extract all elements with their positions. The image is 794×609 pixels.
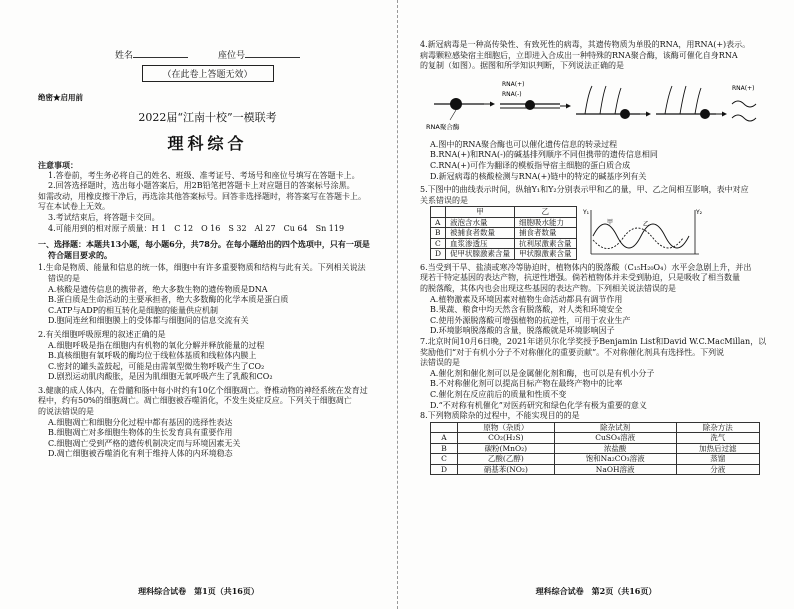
table-header-cell: 原物（杂质） — [457, 422, 554, 433]
table-cell: 甲状腺激素含量 — [515, 249, 577, 260]
question-2-stem: 2.有关细胞呼吸原理的叙述正确的是 — [38, 329, 166, 339]
question-3-stem: 程中，约有50%的细胞凋亡。凋亡细胞被吞噬消化，不发生炎症反应。下列关于细胞凋亡 — [38, 396, 352, 406]
page-1-footer: 理科综合试卷 第1页（共16页） — [138, 586, 259, 596]
jia-curve — [593, 224, 689, 248]
question-4-stem: 的复制（如图）。据图和所学知识判断，下列说法正确的是 — [420, 61, 624, 71]
question-1-option: B.蛋白质是生命活动的主要承担者，绝大多数酶的化学本质是蛋白质 — [48, 295, 289, 305]
question-1-stem: 错误的是 — [48, 273, 80, 283]
table-cell: NaOH溶液 — [554, 464, 676, 475]
note-line: 3.考试结束后，将答题卡交回。 — [48, 212, 160, 222]
question-3-stem: 3.健康的成人体内，在骨髓和肠中每小时约有10亿个细胞凋亡。脊椎动物的神经系统在发育过 — [38, 385, 368, 395]
table-row — [431, 249, 577, 260]
question-5-stem: 5.下图中的曲线表示时间，纵轴Y₁和Y₂分别表示甲和乙的量，甲、乙之间相互影响，表中对应 — [420, 185, 749, 195]
y1-label: Y₁ — [582, 209, 589, 217]
y2-label: Y₂ — [695, 209, 702, 217]
rna-replication-figure — [420, 74, 770, 138]
note-line: 写在本试卷上无效。 — [38, 202, 110, 212]
question-7-stem: 奖励他们“对于有机小分子不对称催化的重要贡献”。不对称催化剂具有选择性。下列说 — [420, 347, 725, 357]
exam-title: 2022届“江南十校”一模联考 — [138, 111, 277, 124]
question-3-option: A.细胞凋亡和细胞分化过程中都有基因的选择性表达 — [48, 417, 233, 427]
table-row — [431, 443, 760, 454]
table-cell: C — [431, 454, 458, 465]
note-line: 1.答卷前，考生务必将自己的姓名、班级、准考证号、考场号和座位号填写在答题卡上。 — [48, 170, 360, 180]
question-6-stem: 6.当受到干旱、盐渍或寒冷等胁迫时，植物体内的脱落酸（C₁₅H₂₀O₄）水平会急剧上升，并出 — [420, 262, 752, 272]
table-header-cell: 除杂试剂 — [554, 422, 676, 433]
table-cell: CuSO₄溶液 — [554, 433, 676, 444]
table-header-cell: 乙 — [515, 207, 577, 218]
question-7-option: B.不对称催化剂可以提高目标产物在最终产物中的比率 — [430, 379, 623, 389]
table-cell: 洗气 — [676, 433, 759, 444]
table-row — [431, 217, 577, 228]
name-label: 姓名 — [114, 51, 133, 61]
question-2-option: B.真核细胞有氧呼吸的酶均位于线粒体基质和线粒体内膜上 — [48, 351, 257, 361]
question-2-option: D.剧烈运动肌肉酸胀，是因为肌细胞无氧呼吸产生了乳酸和CO₂ — [48, 372, 273, 382]
table-header-cell — [431, 207, 446, 218]
table-cell: 浓盐酸 — [554, 443, 676, 454]
question-6-stem: 的脱落酸，其体内也会出现这些基因的表达产物。下列相关说法错误的是 — [420, 284, 676, 294]
secret-mark: 绝密★启用前 — [38, 93, 83, 102]
question-8-stem: 8.下列物质除杂的过程中，不能实现目的的是 — [420, 411, 580, 421]
note-line: 4.可能用到的相对原子质量：H 1 C 12 O 16 S 32 Al 27 Cu 64 Sn 119 — [48, 223, 345, 233]
table-header-cell: 除杂方法 — [676, 422, 759, 433]
rna-plus-label: RNA(+) — [502, 80, 525, 88]
question-5-stem: 关系错误的是 — [420, 195, 468, 205]
table-cell: 碳粉(MnO₂) — [457, 443, 554, 454]
question-6-option: D.环境影响脱落酸的含量，脱落酸就是环境影响因子 — [430, 326, 615, 336]
question-7-stem: 7.北京时间10月6日晚，2021年诺贝尔化学奖授予Benjamin List和David W.C.MacMillan，以 — [420, 337, 767, 346]
subject-title: 理科综合 — [167, 134, 248, 153]
table-header-row — [431, 207, 577, 218]
table-row — [431, 433, 760, 444]
question-7-stem: 法错误的是 — [420, 358, 460, 368]
enzyme-label: RNA聚合酶 — [426, 122, 460, 131]
question-1-option: A.核酸是遗传信息的携带者，绝大多数生物的遗传物质是DNA — [48, 284, 268, 294]
section-heading: 符合题目要求的。 — [48, 249, 112, 260]
question-3-option: D.凋亡细胞被吞噬消化有利于维持人体的内环境稳态 — [48, 449, 233, 459]
table-row — [431, 464, 760, 475]
question-5-content — [420, 206, 770, 260]
seat-blank — [245, 57, 300, 58]
table-cell: D — [431, 464, 458, 475]
rna-plus-label: RNA(+) — [732, 84, 755, 92]
table-cell: B — [431, 443, 458, 454]
table-cell: 细胞吸水能力 — [515, 217, 577, 228]
table-cell: 分液 — [676, 464, 759, 475]
question-6-stem: 现若干特定基因的表达产物，抗逆性增强。倘若植物体并未受到胁迫，只是吸收了相当数量 — [420, 273, 740, 283]
page-2-footer: 理科综合试卷 第2页（共16页） — [535, 586, 657, 596]
question-3-option: C.细胞凋亡受到严格的遗传机制决定而与环境因素无关 — [48, 438, 241, 448]
question-3-option: B.细胞凋亡对多细胞生物体的生长发育具有重要作用 — [48, 428, 233, 438]
seat-label: 座位号 — [218, 51, 246, 61]
page-2 — [397, 0, 794, 609]
table-header-row — [431, 422, 760, 433]
question-7-option: A.催化剂和催化剂可以是金属催化剂和酶，也可以是有机小分子 — [430, 368, 655, 378]
table-cell: C — [431, 238, 446, 249]
candidate-header — [38, 48, 377, 61]
invalid-answer-notice: （在此卷上答题无效） — [142, 65, 274, 82]
question-4-option: A.图中的RNA聚合酶也可以催化遗传信息的转录过程 — [430, 139, 618, 149]
question-8-table — [430, 422, 760, 476]
question-6-option: B.果蔬、粮食中均天然含有脱落酸，对人类和环境安全 — [430, 305, 623, 315]
question-5-table — [430, 206, 577, 260]
table-cell: 饱和Na₂CO₃溶液 — [554, 454, 676, 465]
table-cell: 抗利尿激素含量 — [515, 238, 577, 249]
section-heading: 一、选择题：本题共13小题，每小题6分，共78分。在每小题给出的四个选项中，只有一项是 — [38, 239, 370, 250]
question-4-option: B.RNA(+)和RNA(-)的碱基排列顺序不同但携带的遗传信息相同 — [430, 150, 658, 160]
table-cell: 被捕食者数量 — [446, 228, 515, 239]
jia-label: 甲 — [606, 219, 613, 227]
question-4-stem: 4.新冠病毒是一种高传染性、有致死性的病毒，其遗传物质为单股的RNA，用RNA(+)表示。 — [420, 40, 751, 49]
table-cell: A — [431, 433, 458, 444]
name-blank — [133, 57, 188, 58]
notes-title: 注意事项： — [38, 160, 78, 170]
question-4-option: D.新冠病毒的核酸检测与RNA(+)链中的特定的碱基序列有关 — [430, 171, 647, 181]
question-2-option: A.细胞呼吸是指在细胞内有机物的氧化分解并释放能量的过程 — [48, 340, 265, 350]
table-cell: A — [431, 217, 446, 228]
question-4-stem: 病毒颗粒感染宿主细胞后，立即进入合成出一种特殊的RNA聚合酶，该酶可催化自身RNA — [420, 50, 738, 60]
table-cell: 乙酸(乙醇) — [457, 454, 554, 465]
question-7-option: C.催化剂在反应前后的质量和性质不变 — [430, 389, 567, 399]
rna-minus-label: RNA(-) — [502, 90, 522, 98]
table-cell: 血浆渗透压 — [446, 238, 515, 249]
table-cell: 加热后过滤 — [676, 443, 759, 454]
question-1-option: D.胞间连丝和细胞膜上的受体都与细胞间的信息交流有关 — [48, 316, 249, 326]
yi-curve — [593, 228, 683, 249]
q5-curve-figure — [583, 206, 703, 258]
table-row — [431, 228, 577, 239]
yi-label: 乙 — [642, 221, 649, 229]
rna-replication-diagram — [420, 74, 770, 138]
table-row — [431, 454, 760, 465]
table-cell: 捕食者数量 — [515, 228, 577, 239]
question-1-option: C.ATP与ADP的相互转化是细胞的能量供应机制 — [48, 305, 219, 315]
question-2-option: C.密封的罐头盖鼓起，可能是由需氧型微生物呼吸产生了CO₂ — [48, 361, 265, 371]
table-cell: 蒸馏 — [676, 454, 759, 465]
table-cell: 液泡含水量 — [446, 217, 515, 228]
table-header-cell: 甲 — [446, 207, 515, 218]
table-header-cell — [431, 422, 458, 433]
table-cell: 硝基苯(NO₂) — [457, 464, 554, 475]
note-line: 2.回答选择题时，选出每小题答案后，用2B铅笔把答题卡上对应题目的答案标号涂黑。 — [48, 181, 355, 191]
table-cell: CO₂(H₂S) — [457, 433, 554, 444]
question-4-option: C.RNA(+)可作为翻译的模板指导宿主细胞的蛋白质合成 — [430, 160, 631, 170]
question-1-stem: 1.生命是物质、能量和信息的统一体，细胞中有许多重要物质和结构与此有关。下列相关说法 — [38, 263, 366, 273]
table-cell: D — [431, 249, 446, 260]
table-row — [431, 238, 577, 249]
question-3-stem: 的说法错误的是 — [38, 407, 94, 417]
question-6-option: A.植物激素及环境因素对植物生命活动都具有调节作用 — [430, 294, 623, 304]
table-cell: B — [431, 228, 446, 239]
note-line: 如需改动，用橡皮擦干净后，再选涂其他答案标号。回答非选择题时，将答案写在答题卡上。 — [38, 191, 366, 201]
table-cell: 促甲状腺激素含量 — [446, 249, 515, 260]
question-7-option: D.“不对称有机催化”对医药研究和绿色化学有极为重要的意义 — [430, 400, 647, 410]
question-6-option: C.使用外源脱落酸可增强植物的抗逆性，可用于农业生产 — [430, 315, 631, 325]
